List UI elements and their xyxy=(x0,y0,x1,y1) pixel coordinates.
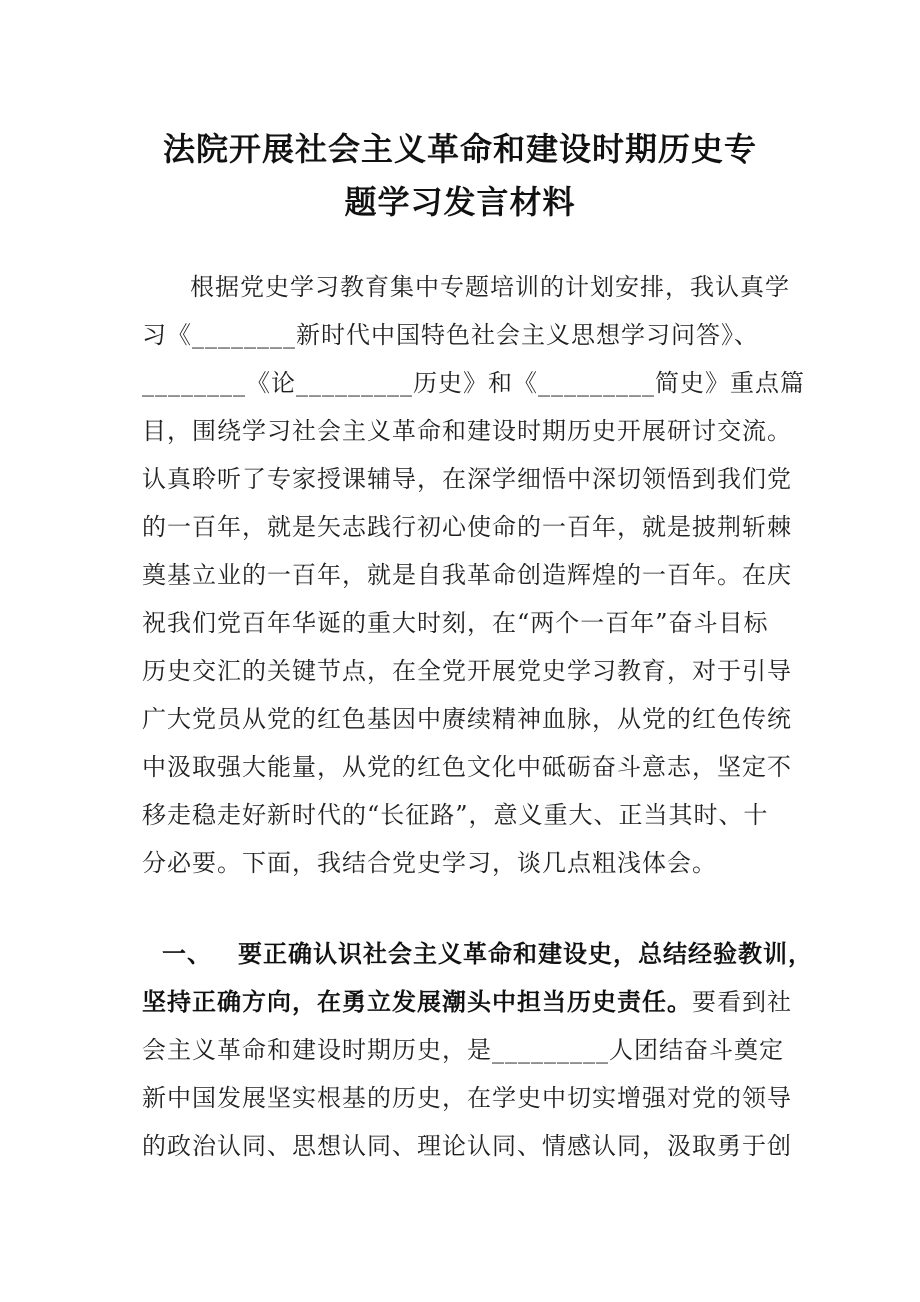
paragraph-line: 广大党员从党的红色基因中赓续精神血脉，从党的红色传统 xyxy=(142,705,792,733)
paragraph-line: 会主义革命和建设时期历史，是_________人团结奋斗奠定 xyxy=(142,1036,784,1064)
paragraph-line: 中汲取强大能量，从党的红色文化中砥砺奋斗意志，坚定不 xyxy=(142,753,792,781)
paragraph-line: 目，围绕学习社会主义革命和建设时期历史开展研讨交流。 xyxy=(142,417,792,445)
document-title-line-2: 题学习发言材料 xyxy=(344,183,576,221)
paragraph-line: 根据党史学习教育集中专题培训的计划安排，我认真学 xyxy=(190,273,790,301)
section-heading-line xyxy=(142,987,802,1017)
section-heading-line xyxy=(162,939,822,969)
document-title-line-1: 法院开展社会主义革命和建设时期历史专 xyxy=(162,130,757,168)
paragraph-line: 移走稳走好新时代的“长征路”，意义重大、正当其时、十 xyxy=(142,801,769,829)
section-heading-cont: 坚持正确方向，在勇立发展潮头中担当历史责任。 xyxy=(142,988,692,1016)
section-body-start: 要看到社 xyxy=(692,988,792,1016)
paragraph-line: 的政治认同、思想认同、理论认同、情感认同，汲取勇于创 xyxy=(142,1132,792,1160)
paragraph-line: 分必要。下面，我结合党史学习，谈几点粗浅体会。 xyxy=(142,849,717,877)
section-number: 一、 xyxy=(162,940,212,968)
paragraph-line: 历史交汇的关键节点，在全党开展党史学习教育，对于引导 xyxy=(142,657,792,685)
paragraph-line: 奠基立业的一百年，就是自我革命创造辉煌的一百年。在庆 xyxy=(142,561,792,589)
paragraph-line: 新中国发展坚实根基的历史，在学史中切实增强对党的领导 xyxy=(142,1084,792,1112)
paragraph-line: 祝我们党百年华诞的重大时刻，在“两个一百年”奋斗目标 xyxy=(142,609,769,637)
paragraph-line: 认真聆听了专家授课辅导，在深学细悟中深切领悟到我们党 xyxy=(142,465,792,493)
paragraph-line: ________《论_________历史》和《_________简史》重点篇 xyxy=(142,369,805,397)
paragraph-line: 的一百年，就是矢志践行初心使命的一百年，就是披荆斩棘 xyxy=(142,513,792,541)
section-heading: 要正确认识社会主义革命和建设史，总结经验教训， xyxy=(238,940,813,968)
paragraph-line: 习《________新时代中国特色社会主义思想学习问答》、 xyxy=(142,321,759,349)
